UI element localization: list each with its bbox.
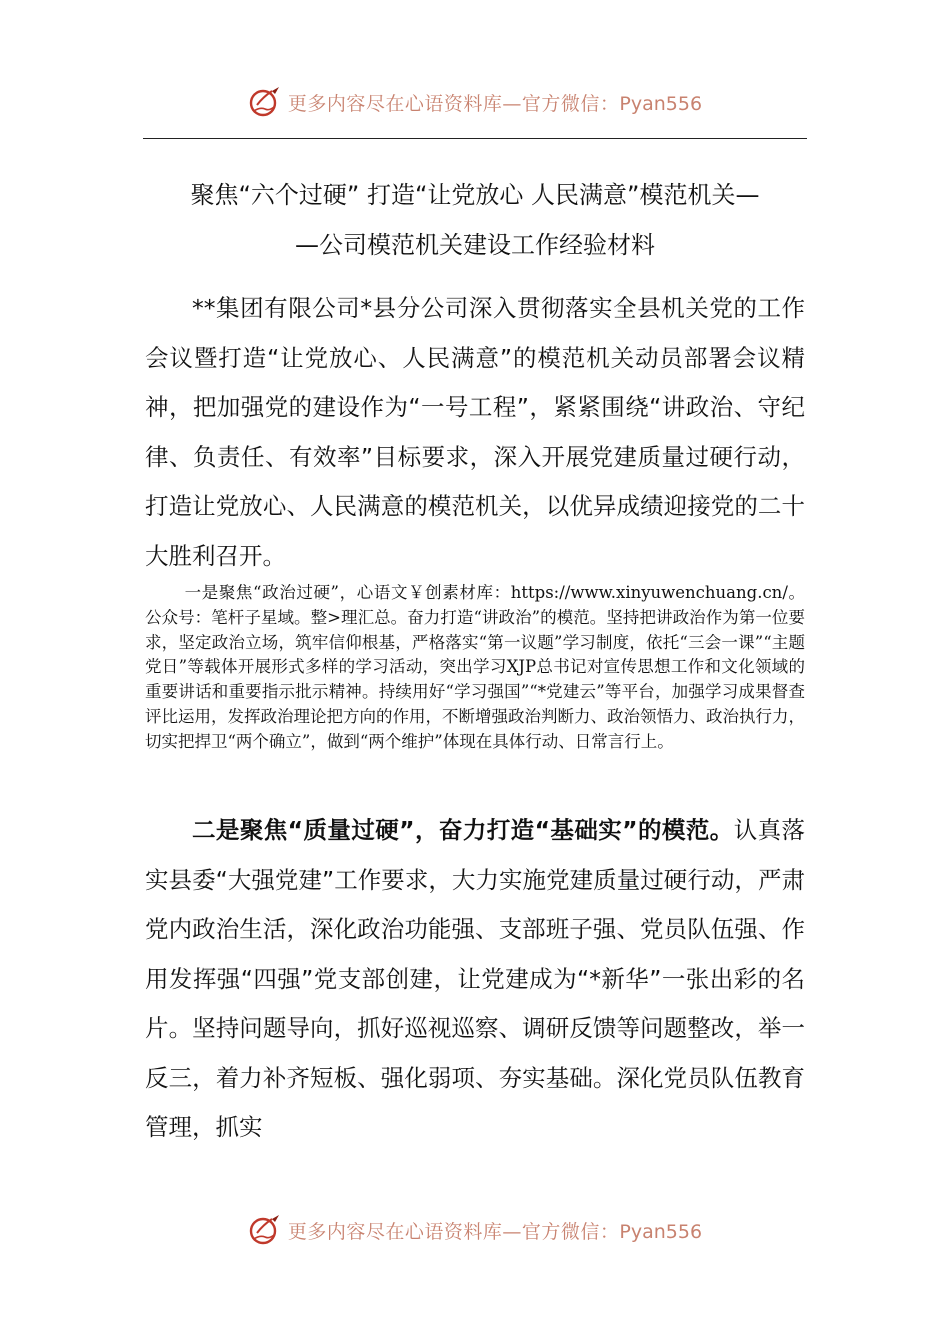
quill-pen-logo-icon — [248, 85, 282, 119]
watermark-text: 更多内容尽在心语资料库—官方微信：Pyan556 — [287, 1220, 703, 1243]
header-divider — [143, 138, 807, 139]
point-two-lead: 二是聚焦“质量过硬”，奋力打造“基础实”的模范。 — [192, 816, 734, 844]
title-line-2: —公司模范机关建设工作经验材料 — [295, 231, 655, 259]
intro-paragraph: **集团有限公司*县分公司深入贯彻落实全县机关党的工作会议暨打造“让党放心、人民满意”的模范机关动员部署会议精神，把加强党的建设作为“一号工程”，紧紧围绕“讲政治、守纪律、负责任、有效率”目标要求，深入开展党建质量过硬行动，打造让党放心、人民满意的模范机关，以优异成绩迎接党的二十大胜利召开。 — [145, 294, 805, 570]
watermark-wechat-id: Pyan556 — [619, 1220, 703, 1243]
point-two-paragraph — [145, 806, 805, 1153]
document-title — [135, 170, 815, 270]
watermark-text: 更多内容尽在心语资料库—官方微信：Pyan556 — [287, 92, 703, 115]
point-one-paragraph: 一是聚焦“政治过硬”，心语文￥创素材库：https://www.xinyuwenchuang.cn/。公众号：笔杆子星域。整>理汇总。奋力打造“讲政治”的模范。坚持把讲政治作为第一位要求，坚定政治立场，筑牢信仰根基，严格落实“第一议题”学习制度，依托“三会一课”“主题党日”等载体开展形式多样的学习活动，突出学习XJP总书记对宣传思想工作和文化领域的重要讲话和重要指示批示精神。持续用好“学习强国”“*党建云”等平台，加强学习成果督查评比运用，发挥政治理论把方向的作用，不断增强政治判断力、政治领悟力、政治执行力，切实把捍卫“两个确立”，做到“两个维护”体现在具体行动、日常言行上。 — [145, 583, 805, 751]
title-line-1: 聚焦“六个过硬” 打造“让党放心 人民满意”模范机关— — [190, 181, 760, 209]
header-watermark — [0, 84, 950, 120]
footer-watermark — [0, 1212, 950, 1248]
point-two-body: 认真落实县委“大强党建”工作要求，大力实施党建质量过硬行动，严肃党内政治生活，深化政治功能强、支部班子强、党员队伍强、作用发挥强“四强”党支部创建，让党建成为“*新华”一张出彩的名片。坚持问题导向，抓好巡视巡察、调研反馈等问题整改，举一反三，着力补齐短板、强化弱项、夯实基础。深化党员队伍教育管理，抓实 — [145, 816, 806, 1141]
quill-pen-logo-icon — [248, 1213, 282, 1247]
watermark-wechat-id: Pyan556 — [619, 92, 703, 115]
